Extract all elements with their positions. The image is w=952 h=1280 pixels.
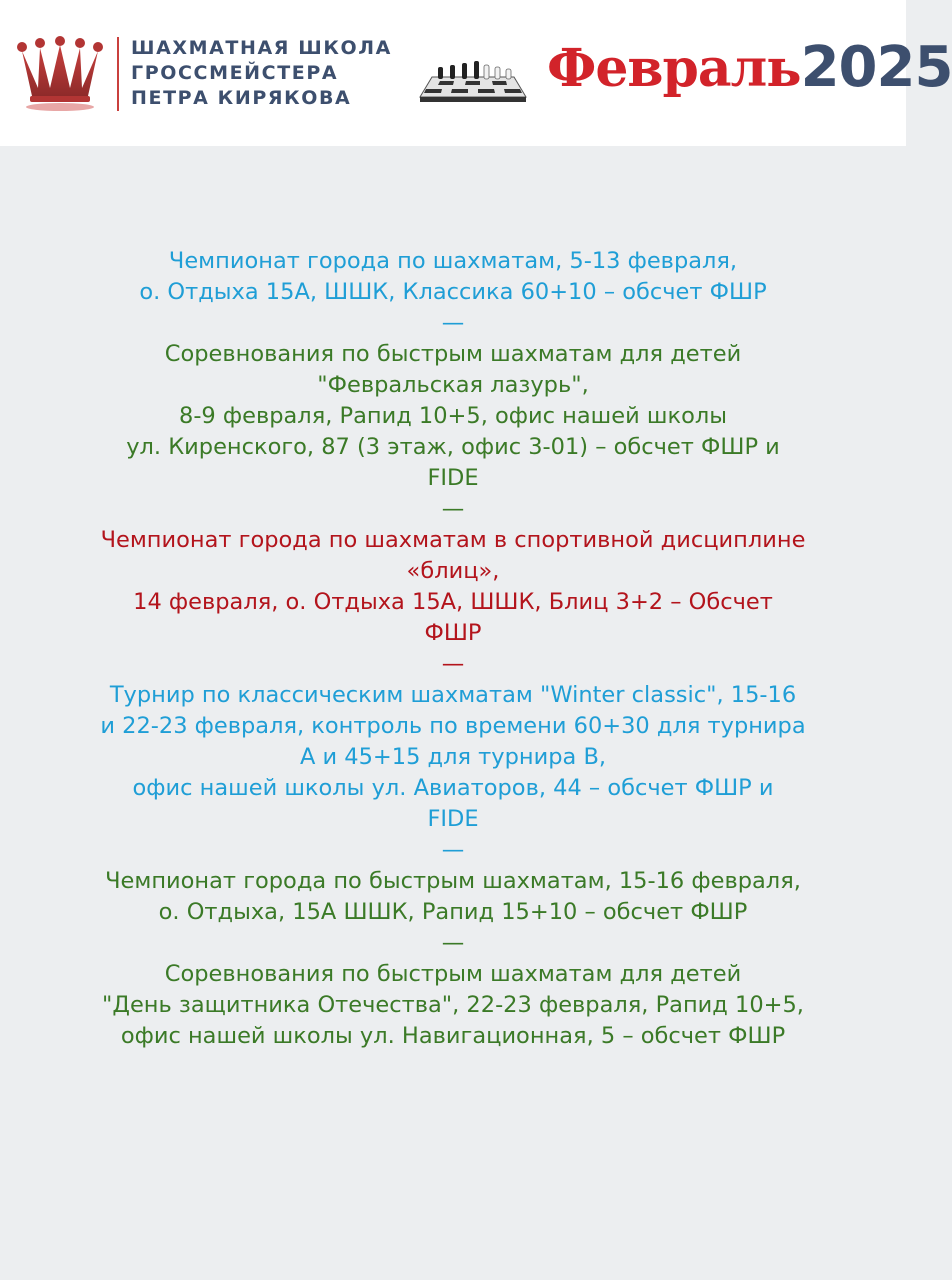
- crown-icon: [16, 36, 104, 112]
- event-item: [40, 246, 866, 339]
- event-line: «блиц»,: [406, 558, 500, 584]
- event-line: 8-9 февраля, Рапид 10+5, офис нашей школы: [179, 403, 727, 429]
- school-line: ГРОССМЕЙСТЕРА: [131, 62, 339, 84]
- event-line: "Февральская лазурь",: [317, 372, 589, 398]
- school-line: ШАХМАТНАЯ ШКОЛА: [131, 37, 392, 59]
- event-line: о. Отдыха 15А, ШШК, Классика 60+10 – обсчет ФШР: [139, 279, 767, 305]
- event-line: FIDE: [427, 465, 479, 491]
- month-name: Февраль: [547, 38, 801, 99]
- school-line: ПЕТРА КИРЯКОВА: [131, 87, 352, 109]
- event-item: [40, 680, 866, 866]
- event-line: ФШР: [424, 620, 482, 646]
- event-line: офис нашей школы ул. Навигационная, 5 – обсчет ФШР: [120, 1023, 786, 1049]
- event-separator: —: [441, 930, 465, 956]
- event-line: ул. Киренского, 87 (3 этаж, офис 3-01) – обсчет ФШР и: [126, 434, 780, 460]
- event-line: 14 февраля, о. Отдыха 15А, ШШК, Блиц 3+2 – Обсчет: [133, 589, 773, 615]
- divider: [117, 37, 119, 111]
- event-separator: —: [441, 837, 465, 863]
- event-line: "День защитника Отечества", 22-23 февраля, Рапид 10+5,: [102, 992, 804, 1018]
- event-line: Чемпионат города по шахматам в спортивной дисциплине: [100, 527, 806, 553]
- month-title: [547, 36, 952, 101]
- header: [0, 0, 952, 146]
- event-line: офис нашей школы ул. Авиаторов, 44 – обсчет ФШР и: [132, 775, 774, 801]
- event-list: [40, 246, 866, 1052]
- school-name: [131, 36, 411, 111]
- event-item: [40, 525, 866, 680]
- event-line: о. Отдыха, 15А ШШК, Рапид 15+10 – обсчет ФШР: [158, 899, 748, 925]
- year: 2025: [800, 35, 952, 100]
- event-line: А и 45+15 для турнира В,: [299, 744, 607, 770]
- event-line: Соревнования по быстрым шахматам для детей: [164, 961, 742, 987]
- event-separator: —: [441, 651, 465, 677]
- event-line: и 22-23 февраля, контроль по времени 60+30 для турнира: [100, 713, 806, 739]
- event-line: Турнир по классическим шахматам "Winter classic", 15-16: [109, 682, 797, 708]
- event-item: [40, 866, 866, 959]
- event-line: Соревнования по быстрым шахматам для детей: [164, 341, 742, 367]
- event-line: Чемпионат города по быстрым шахматам, 15-16 февраля,: [105, 868, 801, 894]
- chessboard-icon: [418, 55, 528, 105]
- event-item: [40, 339, 866, 525]
- event-line: FIDE: [427, 806, 479, 832]
- event-separator: —: [441, 310, 465, 336]
- event-line: Чемпионат города по шахматам, 5-13 февраля,: [168, 248, 738, 274]
- event-item: [40, 959, 866, 1052]
- event-separator: —: [441, 496, 465, 522]
